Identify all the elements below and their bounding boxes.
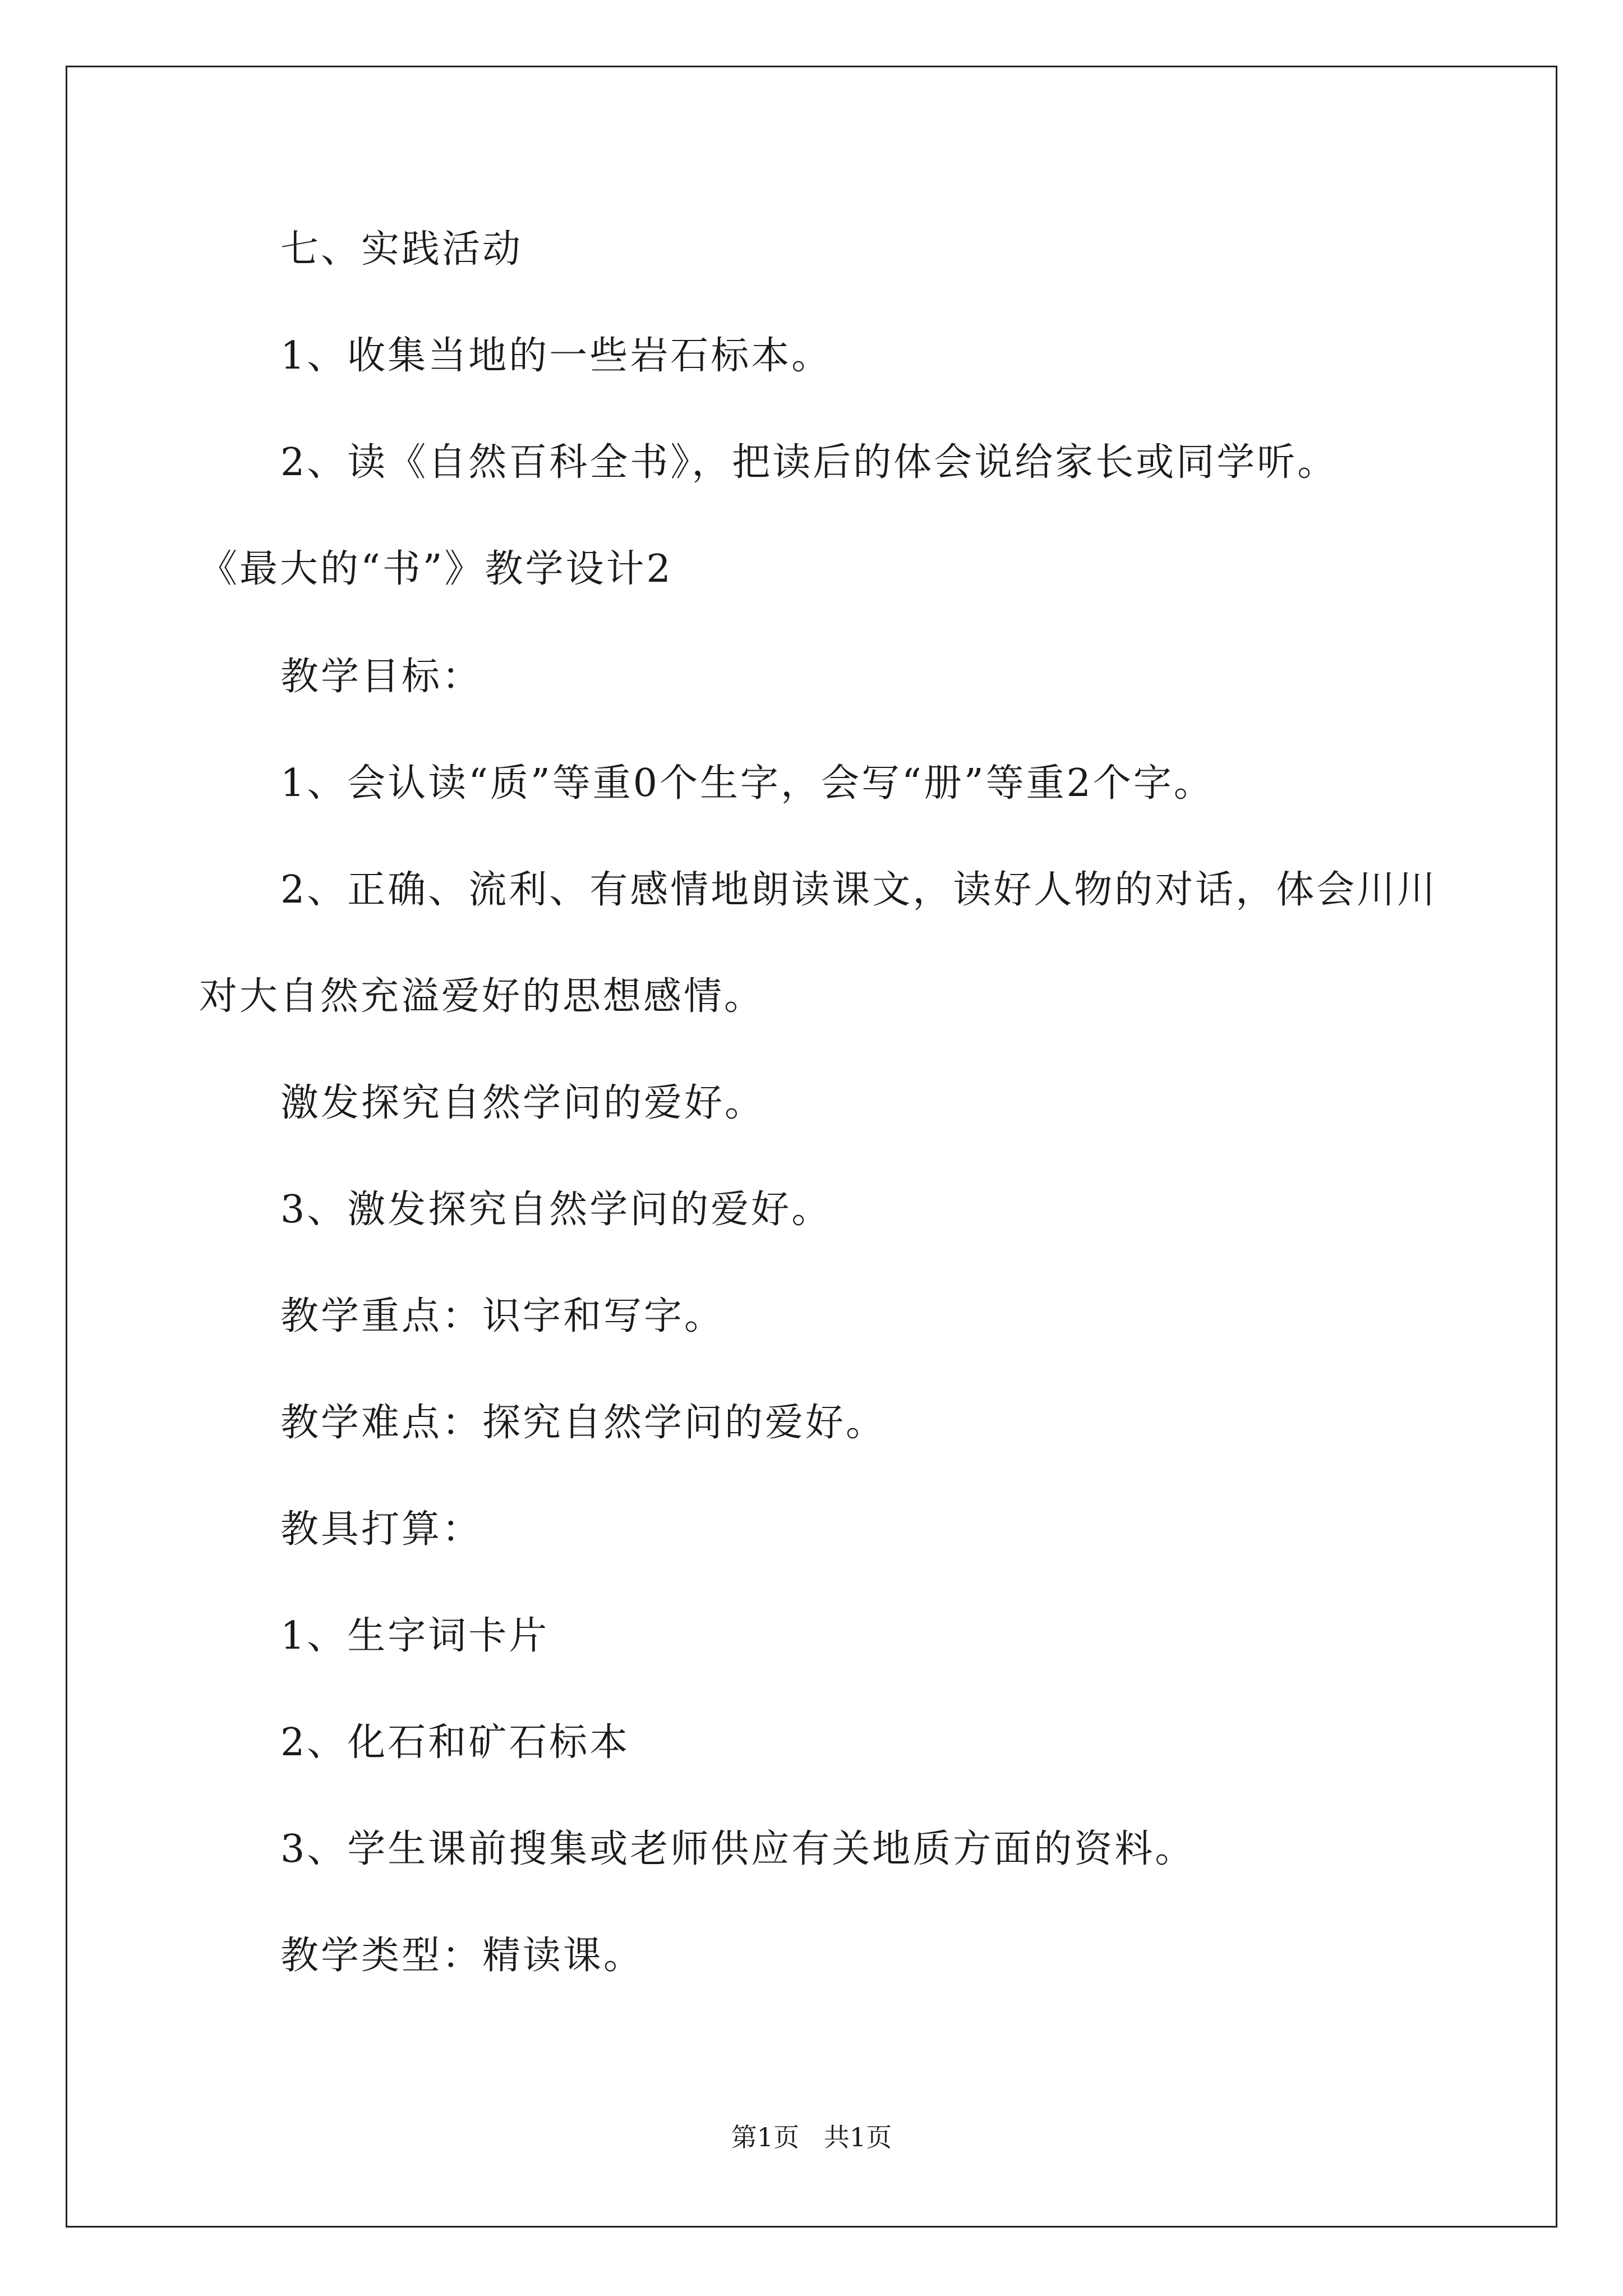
paragraph-line: 教学难点：探究自然学问的爱好。 xyxy=(280,1401,887,1445)
paragraph-line: 3、学生课前搜集或老师供应有关地质方面的资料。 xyxy=(280,1827,1196,1871)
paragraph-line: 激发探究自然学问的爱好。 xyxy=(280,1081,766,1125)
paragraph-line: 教学类型：精读课。 xyxy=(280,1934,644,1978)
paragraph-line: 1、生字词卡片 xyxy=(280,1614,550,1658)
paragraph-line-continuation: 对大自然充溢爱好的思想感情。 xyxy=(199,974,765,1019)
paragraph-line: 1、会认读“质”等重0个生字，会写“册”等重2个字。 xyxy=(280,761,1214,806)
paragraph-line: 2、化石和矿石标本 xyxy=(280,1720,630,1765)
paragraph-line: 教学重点：识字和写字。 xyxy=(280,1294,725,1338)
paragraph-line: 2、读《自然百科全书》，把读后的体会说给家长或同学听。 xyxy=(280,440,1338,485)
section-heading-objectives: 教学目标： xyxy=(280,655,483,699)
paragraph-line: 2、正确、流利、有感情地朗读课文，读好人物的对话，体会川川 xyxy=(280,868,1438,912)
paragraph-line: 3、激发探究自然学问的爱好。 xyxy=(280,1188,832,1232)
section-heading-practice: 七、实践活动 xyxy=(280,227,523,272)
page-border xyxy=(66,66,1557,2228)
paragraph-line: 1、收集当地的一些岩石标本。 xyxy=(280,334,832,378)
document-subtitle: 《最大的“书”》教学设计2 xyxy=(199,547,673,591)
page-number-footer: 第1页 共1页 xyxy=(731,2122,892,2152)
section-heading-materials: 教具打算： xyxy=(280,1507,483,1552)
